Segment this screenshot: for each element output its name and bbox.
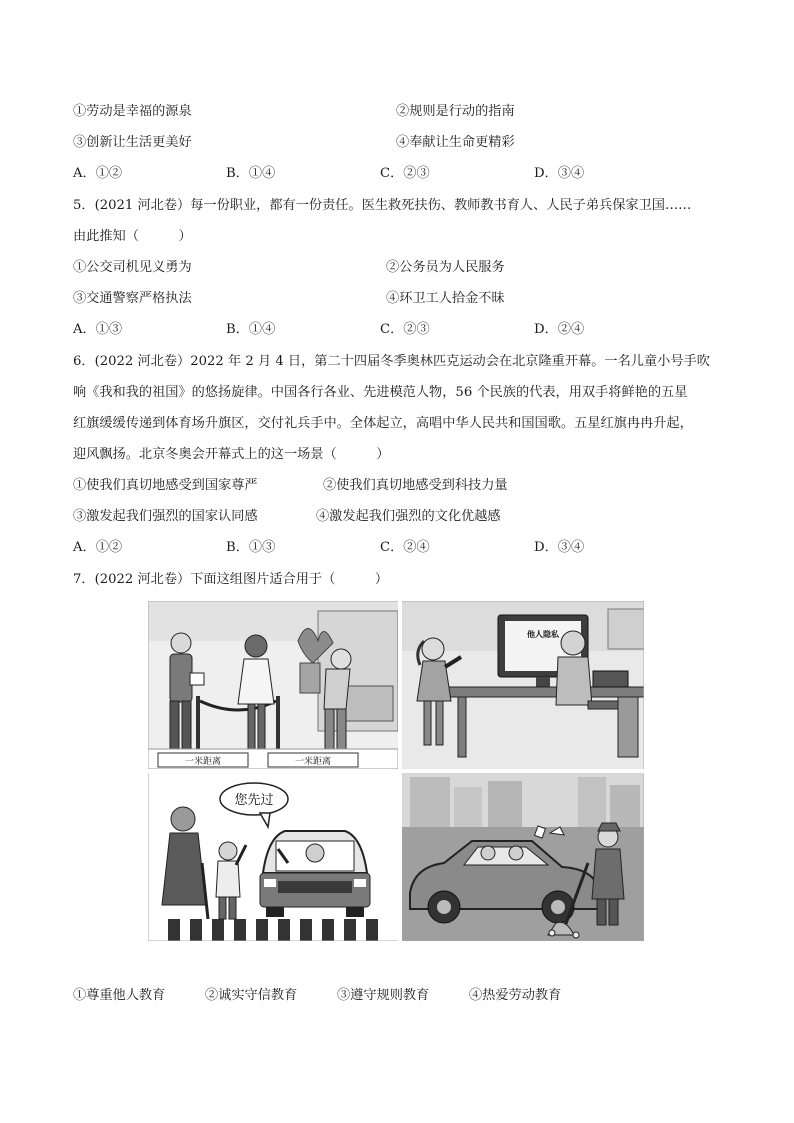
q7-item-1: ①尊重他人教育 [73,988,166,1003]
q6-stem-line-4: 迎风飘扬。北京冬奥会开幕式上的这一场景（ ） [73,447,390,462]
q5-stem-line-1: 5．(2021 河北卷）每一份职业，都有一份责任。医生救死扶伤、教师教书育人、人民子弟兵保家卫国…… [73,198,692,213]
q5-item-1: ①公交司机见义勇为 [73,260,192,275]
q6-item-4: ④激发起我们强烈的文化优越感 [316,509,501,524]
q7-item-2: ②诚实守信教育 [205,988,298,1003]
speech-bubble-text: 您先过 [234,793,274,808]
q5-item-4: ④环卫工人拾金不昧 [386,291,505,306]
q4-item-4: ④奉献让生命更精彩 [396,135,515,150]
q7-item-3: ③遵守规则教育 [337,988,430,1003]
q6-stem-line-2: 响《我和我的祖国》的悠扬旋律。中国各行各业、先进模范人物，56 个民族的代表，用双手将鲜艳的五星 [73,385,688,400]
sign-left: 一米距离 [184,757,222,767]
q4-item-1: ①劳动是幸福的源泉 [73,104,192,119]
q4-option-a: A．①② [73,166,123,181]
q6-item-2: ②使我们真切地感受到科技力量 [323,478,508,493]
q5-stem-line-2: 由此推知（ ） [73,229,192,244]
q4-item-3: ③创新让生活更美好 [73,135,192,150]
screen-text: 他人隐私 [527,630,559,639]
q6-stem-line-1: 6．(2022 河北卷）2022 年 2 月 4 日，第二十四届冬季奥林匹克运动会在北京隆重开幕。一名儿童小号手吹 [73,354,710,369]
q6-stem-line-3: 红旗缓缓传递到体育场升旗区，交付礼兵手中。全体起立，高唱中华人民共和国国歌。五星红旗冉冉升起， [73,416,693,431]
q7-stem: 7．(2022 河北卷）下面这组图片适合用于（ ） [73,572,389,587]
panel-queue-distance [148,601,398,769]
panel-privacy [402,601,644,769]
q5-item-2: ②公务员为人民服务 [386,260,505,275]
q6-option-d: D．③④ [534,540,585,555]
q4-option-c: C．②③ [380,166,430,181]
q4-option-b: B．①④ [226,166,276,181]
q6-option-b: B．①③ [226,540,276,555]
q6-option-a: A．①② [73,540,123,555]
q5-option-a: A．①③ [73,322,123,337]
q6-item-1: ①使我们真切地感受到国家尊严 [73,478,258,493]
q4-option-d: D．③④ [534,166,585,181]
q5-option-c: C．②③ [380,322,430,337]
q6-item-3: ③激发起我们强烈的国家认同感 [73,509,258,524]
q5-option-d: D．②④ [534,322,585,337]
sign-right: 一米距离 [294,757,332,767]
q7-picture-grid [148,601,644,941]
q5-option-b: B．①④ [226,322,276,337]
q4-item-2: ②规则是行动的指南 [396,104,515,119]
q5-item-3: ③交通警察严格执法 [73,291,192,306]
q6-option-c: C．②④ [380,540,430,555]
q7-item-4: ④热爱劳动教育 [469,988,562,1003]
panel-sanitation [402,773,644,941]
panel-pedestrian [148,773,398,941]
